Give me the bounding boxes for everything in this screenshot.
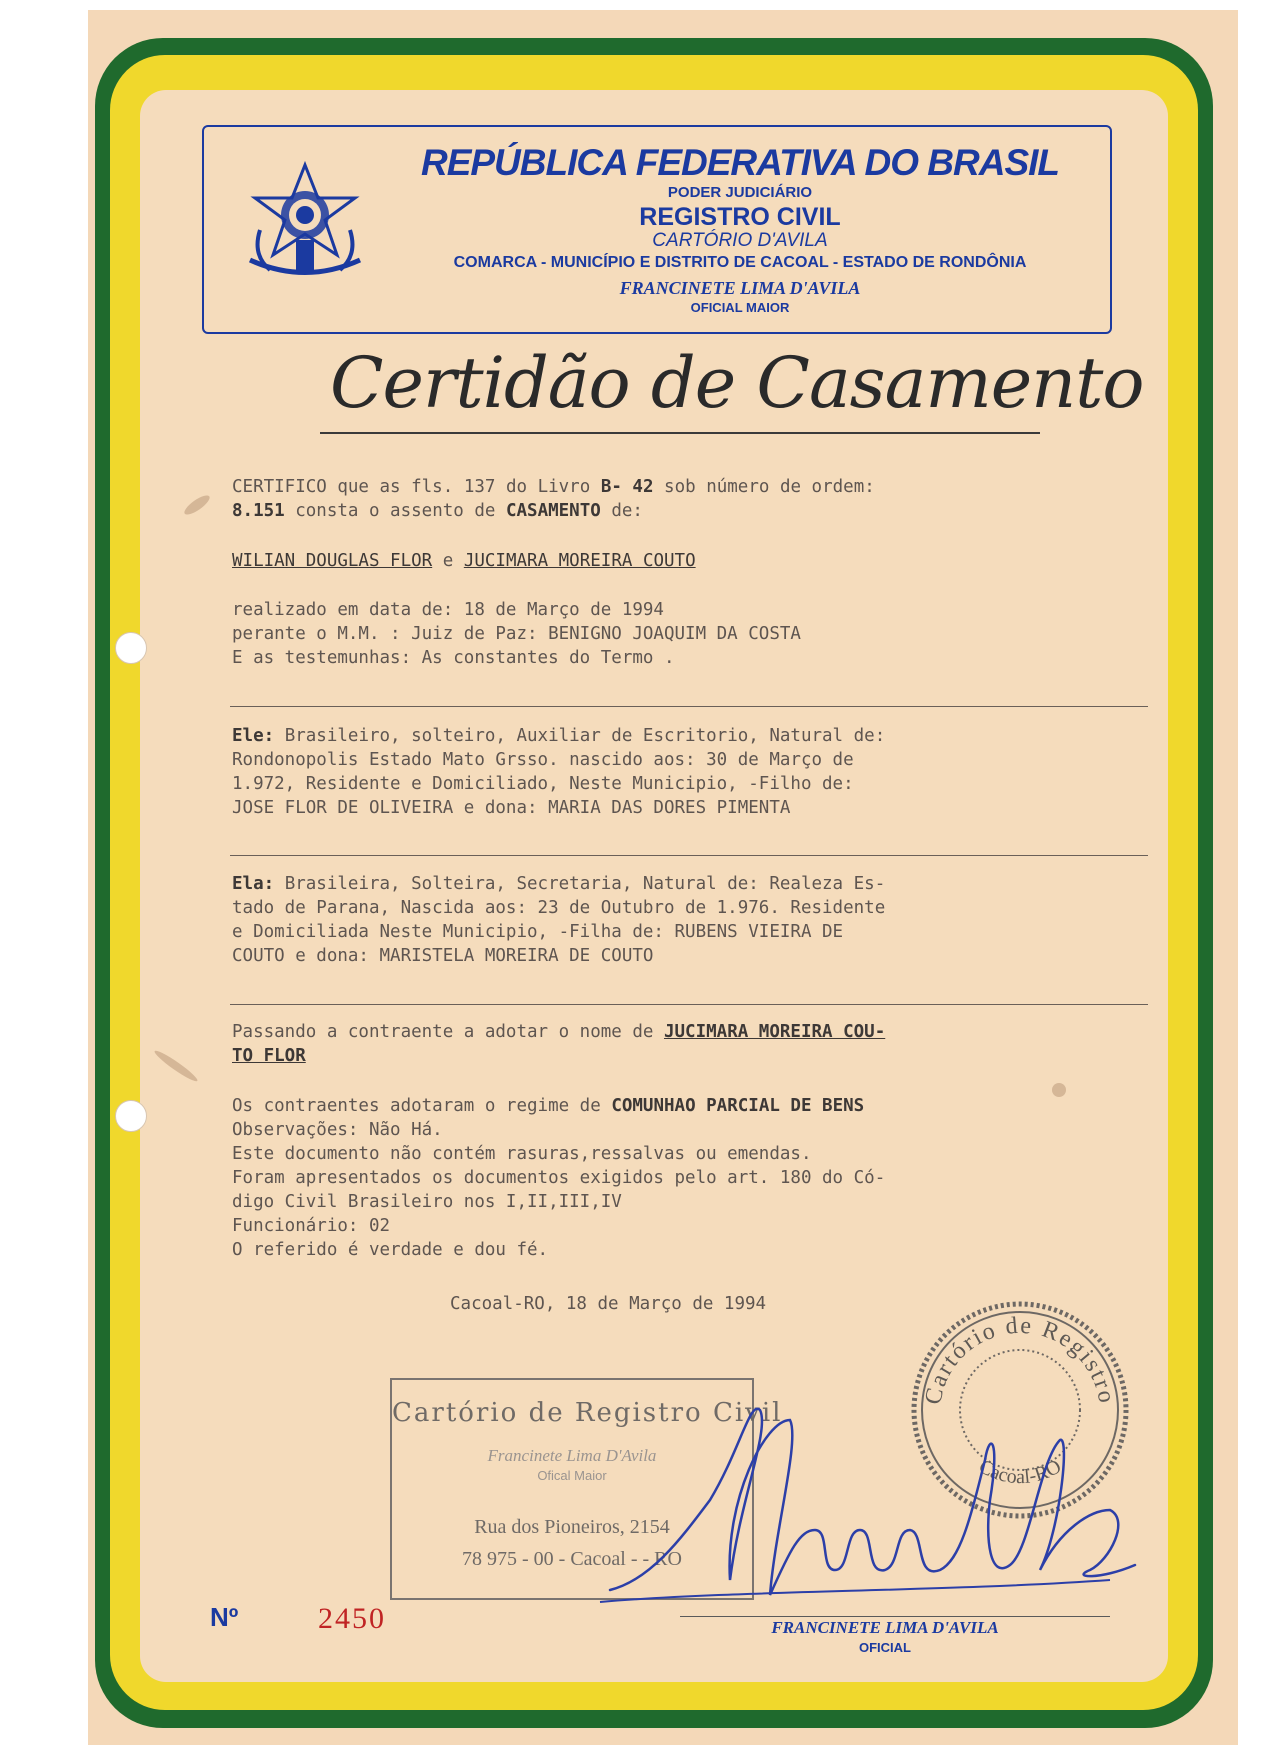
passando-line-2: TO FLOR [232,1046,306,1066]
header-cartorio: CARTÓRIO D'AVILA [652,230,828,251]
intro-line-2: 8.151 consta o assento de CASAMENTO de: [232,501,643,521]
stamp-address: Rua dos Pioneiros, 2154 [474,1516,670,1538]
closing-line: Funcionário: 02 [232,1216,391,1236]
closing-line: Foram apresentados os documentos exigidos pelo art. 180 do Có- [232,1168,886,1188]
stamp-line-3: Ofical Maior [537,1468,607,1483]
stamp-line-1: Cartório de Registro Civil [392,1398,783,1428]
realizado-line: realizado em data de: 18 de Março de 1994 [232,600,664,620]
header-comarca: COMARCA - MUNICÍPIO E DISTRITO DE CACOAL - ESTADO DE RONDÔNIA [453,254,1027,271]
stamp-cep: 78 975 - 00 - Cacoal - - RO [462,1548,682,1570]
ele-line-3: 1.972, Residente e Domiciliado, Neste Municipio, -Filho de: [232,774,854,794]
header-poder-judiciario: PODER JUDICIÁRIO [667,184,813,201]
new-name: JUCIMARA MOREIRA COU- [663,1022,886,1042]
spouses-line: WILIAN DOUGLAS FLOR e JUCIMARA MOREIRA COUTO [232,551,696,571]
regime-line: Os contraentes adotaram o regime de COMUNHAO PARCIAL DE BENS [232,1096,865,1116]
divider [230,1004,1148,1005]
spouse-1-name: WILIAN DOUGLAS FLOR [232,551,433,571]
header-oficial-title: OFICIAL MAIOR [690,300,790,315]
punch-hole [115,1100,147,1132]
ela-line-4: COUTO e dona: MARISTELA MOREIRA DE COUTO [232,946,654,966]
header-title: REPÚBLICA FEDERATIVA DO BRASIL [420,142,1060,183]
intro-line-1: CERTIFICO que as fls. 137 do Livro B- 42 sob número de ordem: [232,477,875,497]
coat-of-arms-icon [240,160,370,295]
stain [1052,1083,1066,1097]
certificate-title: Certidão de Casamento [330,342,1144,424]
divider [230,706,1148,707]
regime-value: COMUNHAO PARCIAL DE BENS [611,1096,865,1116]
closing-line: Este documento não contém rasuras,ressalvas ou emendas. [232,1144,812,1164]
ela-line-3: e Domiciliada Neste Municipio, -Filha de: RUBENS VIEIRA DE [232,922,844,942]
seal-bottom-text: Cacoal-RO [975,1455,1065,1489]
signer-name: FRANCINETE LIMA D'AVILA [771,1618,999,1637]
seal-top-text: Cartório de Registro [920,1312,1120,1407]
signature-line [680,1616,1110,1617]
closing-line: Observações: Não Há. [232,1120,443,1140]
stamp-line-2: Francinete Lima D'Avila [487,1446,657,1465]
perante-line: perante o M.M. : Juiz de Paz: BENIGNO JOAQUIM DA COSTA [232,624,801,644]
punch-hole [115,632,147,664]
certificate-number-label: Nº [210,1602,239,1632]
ele-line-4: JOSE FLOR DE OLIVEIRA e dona: MARIA DAS DORES PIMENTA [232,798,791,818]
ele-line-1: Ele: Brasileiro, solteiro, Auxiliar de Escritorio, Natural de: [232,726,886,746]
passando-line-1: Passando a contraente a adotar o nome de JUCIMARA MOREIRA COU- [232,1022,886,1042]
header-registro-civil: REGISTRO CIVIL [639,203,841,231]
signer-role: OFICIAL [859,1640,911,1655]
ele-line-2: Rondonopolis Estado Mato Grsso. nascido aos: 30 de Março de [232,750,854,770]
ela-line-2: tado de Parana, Nascida aos: 23 de Outubro de 1.976. Residente [232,898,886,918]
title-underline [320,432,1040,434]
divider [230,855,1148,856]
certificate-number: 2450 [318,1602,386,1635]
closing-line: digo Civil Brasileiro nos I,II,III,IV [232,1192,622,1212]
closing-line: O referido é verdade e dou fé. [232,1240,549,1260]
testemunhas-line: E as testemunhas: As constantes do Termo . [232,648,675,668]
header-oficial-name: FRANCINETE LIMA D'AVILA [619,278,861,298]
handwritten-signature [590,1380,1150,1610]
place-date: Cacoal-RO, 18 de Março de 1994 [450,1294,767,1314]
ela-line-1: Ela: Brasileira, Solteira, Secretaria, Natural de: Realeza Es- [232,874,886,894]
spouse-2-name: JUCIMARA MOREIRA COUTO [463,551,696,571]
